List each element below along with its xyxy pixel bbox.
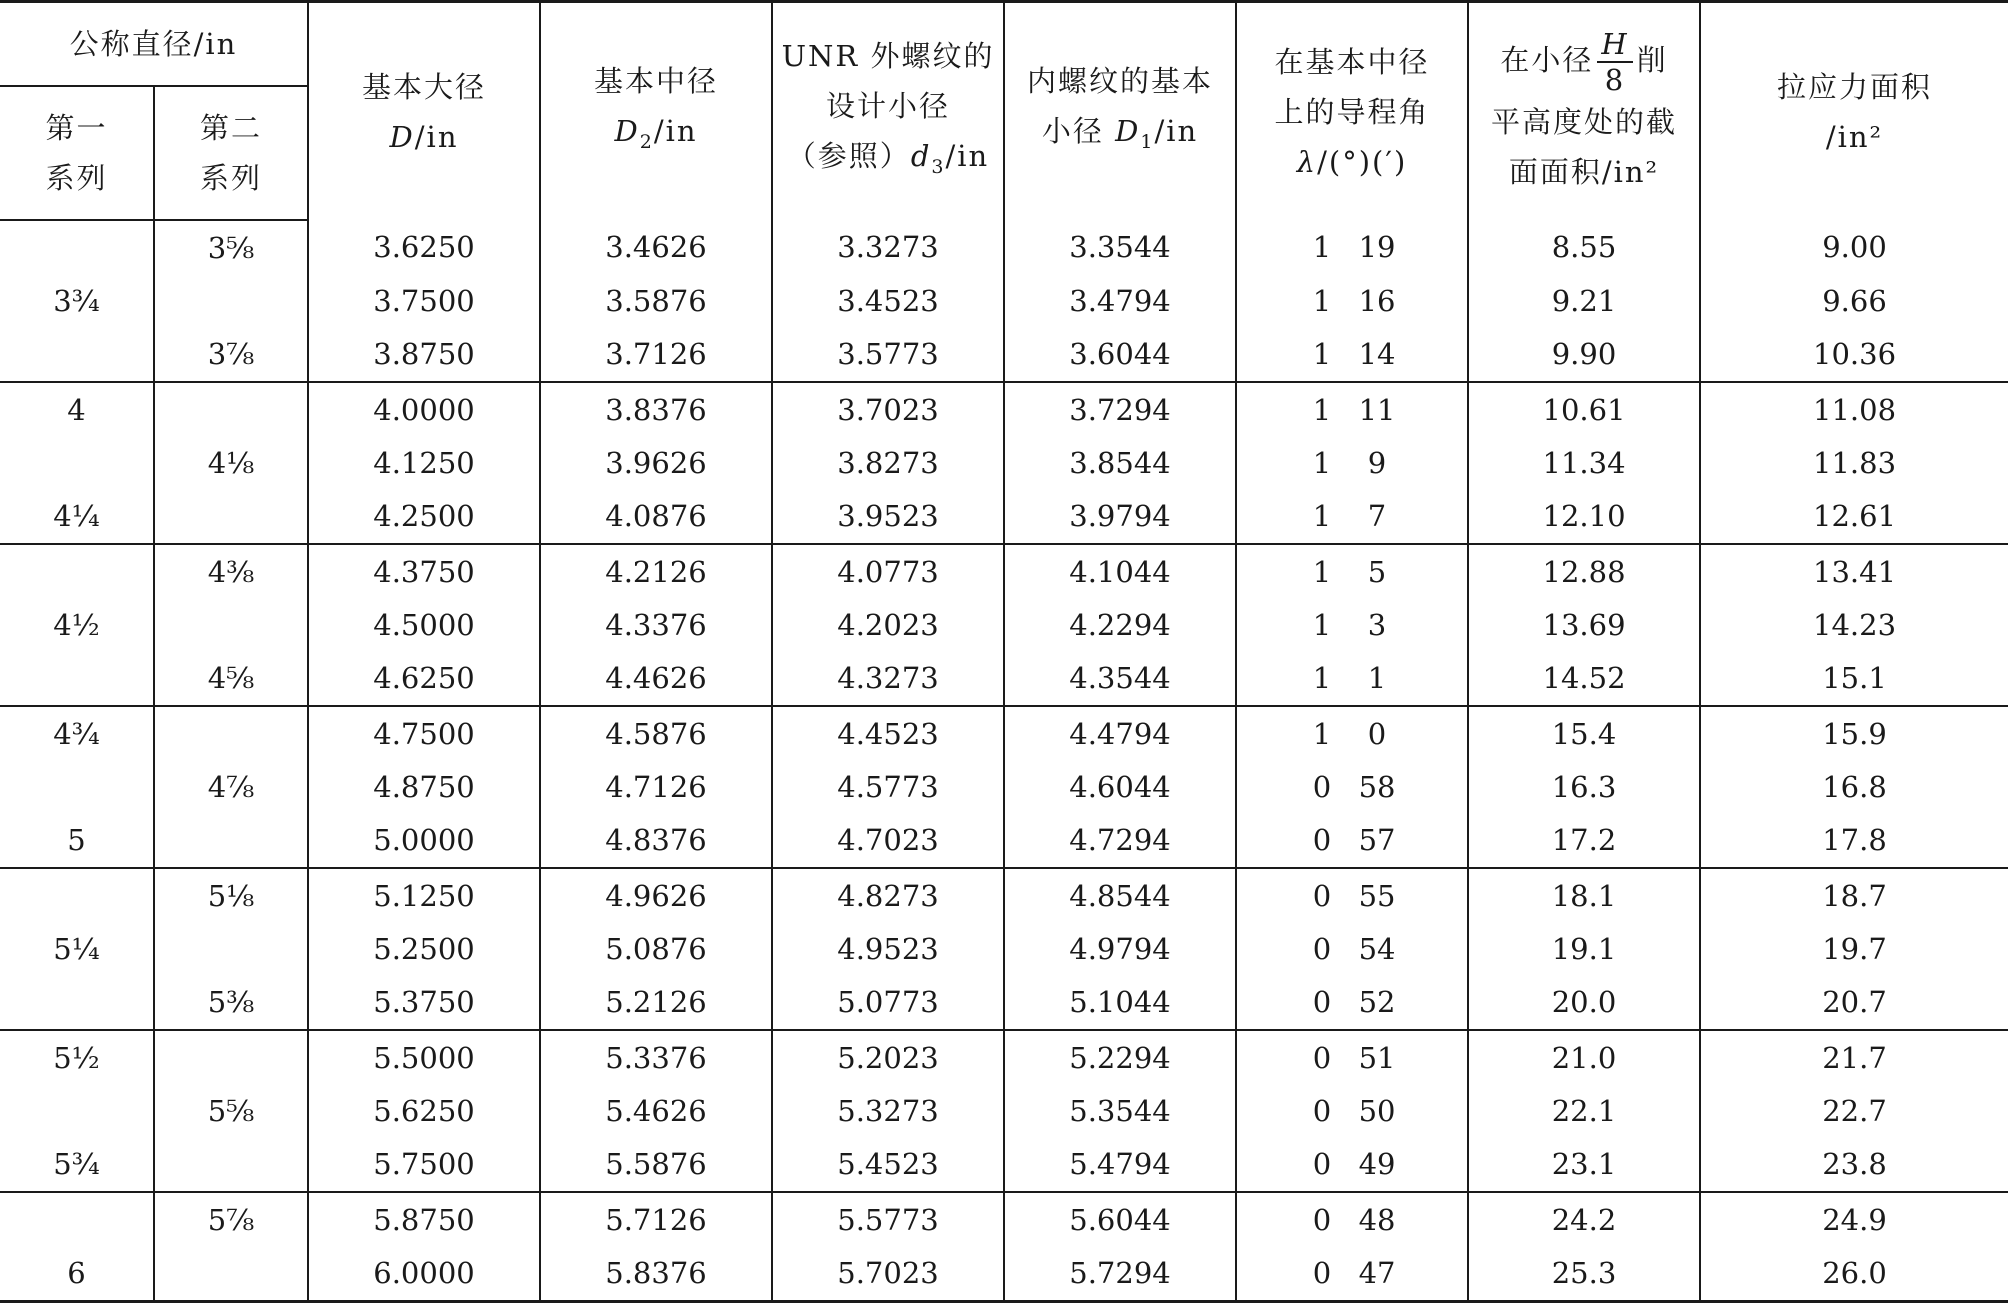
cell-ten: 15.1 xyxy=(1700,652,2008,706)
header-minor-int-line2: 小径 $D_1/in$ xyxy=(1041,114,1199,153)
lead-minutes: 51 xyxy=(1358,1040,1396,1075)
cell-D: 4.5000 xyxy=(308,598,540,651)
header-series-1: 第一 系列 xyxy=(0,86,154,220)
cell-lead-angle xyxy=(1236,652,1468,706)
lead-minutes: 7 xyxy=(1367,499,1387,534)
lead-degrees: 1 xyxy=(1312,554,1332,589)
cell-D: 4.0000 xyxy=(308,382,540,436)
header-pitch-line2: $D_2/in$ xyxy=(614,114,698,153)
cell-ten: 12.61 xyxy=(1700,490,2008,544)
cell-s1 xyxy=(0,652,154,706)
cell-s1: 4½ xyxy=(53,608,100,643)
cell-D1: 5.4794 xyxy=(1004,1138,1236,1192)
cell-D1: 4.6044 xyxy=(1004,760,1236,813)
cell-s2: 4⅝ xyxy=(154,652,308,706)
cell-s1 xyxy=(0,1192,154,1246)
header-major-diameter xyxy=(308,2,540,221)
cell-D: 3.6250 xyxy=(308,220,540,274)
cell-sec: 8.55 xyxy=(1468,220,1700,274)
cell-ten: 17.8 xyxy=(1700,814,2008,868)
header-minor-int-line1: 内螺纹的基本 xyxy=(1027,64,1214,99)
cell-lead-angle xyxy=(1236,436,1468,489)
cell-s2 xyxy=(154,922,308,975)
cell-s1: 5½ xyxy=(53,1040,100,1075)
cell-lead-angle xyxy=(1236,706,1468,760)
cell-D1: 4.2294 xyxy=(1004,598,1236,651)
cell-D1: 3.4794 xyxy=(1004,274,1236,327)
cell-D2: 3.5876 xyxy=(540,274,772,327)
cell-d3: 3.9523 xyxy=(772,490,1004,544)
lead-minutes: 14 xyxy=(1358,337,1396,372)
cell-D: 4.1250 xyxy=(308,436,540,489)
cell-lead-angle xyxy=(1236,922,1468,975)
cell-sec: 19.1 xyxy=(1468,922,1700,975)
lead-minutes: 16 xyxy=(1358,284,1396,318)
cell-s2: 4⅛ xyxy=(154,436,308,489)
cell-sec: 11.34 xyxy=(1468,436,1700,489)
cell-sec: 25.3 xyxy=(1468,1246,1700,1301)
header-nominal-diameter xyxy=(0,2,308,87)
cell-D: 4.6250 xyxy=(308,652,540,706)
cell-s2: 3⅝ xyxy=(154,220,308,274)
cell-s2 xyxy=(154,1138,308,1192)
lead-minutes: 54 xyxy=(1358,932,1396,967)
cell-D2: 4.2126 xyxy=(540,544,772,598)
header-tensile-line1: 拉应力面积 xyxy=(1777,69,1933,104)
cell-s2: 4⅜ xyxy=(154,544,308,598)
cell-d3: 4.0773 xyxy=(772,544,1004,598)
cell-ten: 19.7 xyxy=(1700,922,2008,975)
cell-ten: 14.23 xyxy=(1700,598,2008,651)
cell-lead-angle xyxy=(1236,274,1468,327)
table-row xyxy=(0,922,2008,975)
cell-lead-angle xyxy=(1236,1192,1468,1246)
cell-lead-angle xyxy=(1236,760,1468,813)
cell-D2: 3.9626 xyxy=(540,436,772,489)
lead-degrees: 1 xyxy=(1312,446,1332,481)
cell-s2: 5⅜ xyxy=(154,976,308,1030)
lead-degrees: 1 xyxy=(1312,716,1332,751)
lead-degrees: 1 xyxy=(1312,230,1332,265)
header-nominal-text: 公称直径/in xyxy=(69,27,238,61)
header-minor-external xyxy=(772,2,1004,221)
cell-D1: 3.8544 xyxy=(1004,436,1236,489)
header-minor-internal xyxy=(1004,2,1236,221)
cell-sec: 12.10 xyxy=(1468,490,1700,544)
cell-s2 xyxy=(154,706,308,760)
cell-s2: 3⅞ xyxy=(154,328,308,382)
cell-lead-angle xyxy=(1236,328,1468,382)
cell-d3: 5.4523 xyxy=(772,1138,1004,1192)
cell-D2: 5.7126 xyxy=(540,1192,772,1246)
cell-lead-angle xyxy=(1236,490,1468,544)
cell-D: 5.7500 xyxy=(308,1138,540,1192)
cell-sec: 9.90 xyxy=(1468,328,1700,382)
cell-d3: 5.3273 xyxy=(772,1084,1004,1137)
header-lead-angle xyxy=(1236,2,1468,221)
cell-D: 5.1250 xyxy=(308,868,540,922)
lead-minutes: 5 xyxy=(1367,554,1387,589)
cell-lead-angle xyxy=(1236,976,1468,1030)
table-row xyxy=(0,1084,2008,1137)
lead-degrees: 0 xyxy=(1312,878,1332,913)
cell-d3: 5.2023 xyxy=(772,1030,1004,1084)
cell-D1: 5.3544 xyxy=(1004,1084,1236,1137)
cell-ten: 10.36 xyxy=(1700,328,2008,382)
lead-minutes: 47 xyxy=(1358,1256,1396,1291)
cell-s1 xyxy=(0,1084,154,1137)
cell-ten: 9.66 xyxy=(1700,274,2008,327)
cell-d3: 3.7023 xyxy=(772,382,1004,436)
lead-minutes: 11 xyxy=(1358,392,1396,427)
lead-degrees: 1 xyxy=(1312,608,1332,643)
header-major-line1: 基本大径 xyxy=(362,69,487,104)
lead-degrees: 1 xyxy=(1312,499,1332,534)
lead-degrees: 0 xyxy=(1312,1202,1332,1237)
cell-d3: 3.3273 xyxy=(772,220,1004,274)
cell-s1 xyxy=(0,220,154,274)
cell-D: 5.6250 xyxy=(308,1084,540,1137)
cell-D2: 3.8376 xyxy=(540,382,772,436)
cell-ten: 16.8 xyxy=(1700,760,2008,813)
cell-sec: 20.0 xyxy=(1468,976,1700,1030)
header-lead-line2: 上的导程角 xyxy=(1274,94,1430,129)
cell-D1: 4.8544 xyxy=(1004,868,1236,922)
cell-D: 3.8750 xyxy=(308,328,540,382)
cell-lead-angle xyxy=(1236,868,1468,922)
lead-degrees: 1 xyxy=(1312,392,1332,427)
cell-s1 xyxy=(0,760,154,813)
cell-sec: 13.69 xyxy=(1468,598,1700,651)
lead-degrees: 0 xyxy=(1312,1094,1332,1129)
table-row xyxy=(0,706,2008,760)
cell-D: 5.3750 xyxy=(308,976,540,1030)
cell-d3: 4.8273 xyxy=(772,868,1004,922)
cell-D: 4.3750 xyxy=(308,544,540,598)
header-tensile-line2: /in² xyxy=(1825,119,1884,154)
cell-D: 5.8750 xyxy=(308,1192,540,1246)
cell-D1: 4.3544 xyxy=(1004,652,1236,706)
table-row xyxy=(0,490,2008,544)
cell-s2 xyxy=(154,598,308,651)
cell-ten: 11.08 xyxy=(1700,382,2008,436)
cell-s2 xyxy=(154,274,308,327)
cell-D2: 4.0876 xyxy=(540,490,772,544)
cell-D1: 3.6044 xyxy=(1004,328,1236,382)
lead-minutes: 49 xyxy=(1358,1147,1396,1182)
cell-ten: 22.7 xyxy=(1700,1084,2008,1137)
header-series-2: 第二 系列 xyxy=(154,86,308,220)
cell-s2 xyxy=(154,1246,308,1301)
table-header xyxy=(0,2,2008,221)
cell-D2: 4.8376 xyxy=(540,814,772,868)
cell-lead-angle xyxy=(1236,220,1468,274)
cell-D: 5.2500 xyxy=(308,922,540,975)
lead-degrees: 0 xyxy=(1312,1040,1332,1075)
cell-D2: 4.4626 xyxy=(540,652,772,706)
cell-ten: 26.0 xyxy=(1700,1246,2008,1301)
cell-D2: 4.3376 xyxy=(540,598,772,651)
header-pitch-diameter xyxy=(540,2,772,221)
cell-D2: 5.8376 xyxy=(540,1246,772,1301)
cell-D1: 5.6044 xyxy=(1004,1192,1236,1246)
cell-s1: 4 xyxy=(67,392,86,427)
table-row xyxy=(0,652,2008,706)
cell-D1: 4.4794 xyxy=(1004,706,1236,760)
cell-D: 5.5000 xyxy=(308,1030,540,1084)
cell-s1 xyxy=(0,436,154,489)
header-major-line2: D/in xyxy=(389,119,459,154)
cell-sec: 18.1 xyxy=(1468,868,1700,922)
cell-D2: 4.5876 xyxy=(540,706,772,760)
cell-d3: 4.2023 xyxy=(772,598,1004,651)
table-row xyxy=(0,436,2008,489)
cell-lead-angle xyxy=(1236,1246,1468,1301)
cell-D2: 3.4626 xyxy=(540,220,772,274)
cell-lead-angle xyxy=(1236,1084,1468,1137)
lead-minutes: 3 xyxy=(1367,608,1387,643)
header-tensile-area xyxy=(1700,2,2008,221)
cell-s1: 5¼ xyxy=(53,932,100,967)
lead-minutes: 58 xyxy=(1358,770,1396,805)
lead-degrees: 0 xyxy=(1312,985,1332,1020)
cell-s2: 4⅞ xyxy=(154,760,308,813)
cell-d3: 4.7023 xyxy=(772,814,1004,868)
lead-degrees: 0 xyxy=(1312,823,1332,858)
lead-degrees: 1 xyxy=(1312,284,1332,318)
header-section-line2: 平高度处的截 xyxy=(1491,104,1678,139)
lead-minutes: 48 xyxy=(1358,1202,1396,1237)
cell-s2: 5⅛ xyxy=(154,868,308,922)
table-row xyxy=(0,382,2008,436)
header-minor-ext-line3: （参照）$d_3/in$ xyxy=(786,139,990,178)
cell-ten: 21.7 xyxy=(1700,1030,2008,1084)
header-section-line3: 面面积/in² xyxy=(1508,154,1660,189)
cell-D1: 5.1044 xyxy=(1004,976,1236,1030)
table-row xyxy=(0,814,2008,868)
lead-degrees: 0 xyxy=(1312,932,1332,967)
cell-s1 xyxy=(0,976,154,1030)
cell-s1: 3¾ xyxy=(53,284,100,318)
cell-D1: 4.1044 xyxy=(1004,544,1236,598)
cell-sec: 23.1 xyxy=(1468,1138,1700,1192)
cell-lead-angle xyxy=(1236,598,1468,651)
cell-d3: 4.9523 xyxy=(772,922,1004,975)
cell-s2: 5⅞ xyxy=(154,1192,308,1246)
table-body xyxy=(0,220,2008,1302)
table-row xyxy=(0,328,2008,382)
cell-D: 6.0000 xyxy=(308,1246,540,1301)
lead-minutes: 50 xyxy=(1358,1094,1396,1129)
lead-minutes: 55 xyxy=(1358,878,1396,913)
cell-D1: 3.3544 xyxy=(1004,220,1236,274)
lead-minutes: 1 xyxy=(1367,661,1387,696)
cell-ten: 18.7 xyxy=(1700,868,2008,922)
lead-minutes: 52 xyxy=(1358,985,1396,1020)
cell-D: 4.8750 xyxy=(308,760,540,813)
cell-lead-angle xyxy=(1236,1138,1468,1192)
cell-s1 xyxy=(0,544,154,598)
lead-minutes: 57 xyxy=(1358,823,1396,858)
cell-D1: 4.7294 xyxy=(1004,814,1236,868)
cell-ten: 11.83 xyxy=(1700,436,2008,489)
cell-D2: 4.9626 xyxy=(540,868,772,922)
cell-d3: 5.7023 xyxy=(772,1246,1004,1301)
table-row xyxy=(0,544,2008,598)
cell-sec: 9.21 xyxy=(1468,274,1700,327)
cell-d3: 3.5773 xyxy=(772,328,1004,382)
cell-D1: 3.9794 xyxy=(1004,490,1236,544)
cell-D2: 5.4626 xyxy=(540,1084,772,1137)
cell-D: 5.0000 xyxy=(308,814,540,868)
cell-sec: 21.0 xyxy=(1468,1030,1700,1084)
table-row xyxy=(0,1030,2008,1084)
cell-D1: 3.7294 xyxy=(1004,382,1236,436)
cell-D1: 4.9794 xyxy=(1004,922,1236,975)
cell-ten: 9.00 xyxy=(1700,220,2008,274)
cell-ten: 23.8 xyxy=(1700,1138,2008,1192)
cell-D: 4.7500 xyxy=(308,706,540,760)
cell-d3: 3.8273 xyxy=(772,436,1004,489)
cell-s2 xyxy=(154,382,308,436)
header-section-area xyxy=(1468,2,1700,221)
cell-s1 xyxy=(0,328,154,382)
cell-ten: 13.41 xyxy=(1700,544,2008,598)
lead-degrees: 0 xyxy=(1312,1256,1332,1291)
cell-d3: 4.3273 xyxy=(772,652,1004,706)
lead-degrees: 1 xyxy=(1312,337,1332,372)
cell-s1: 5¾ xyxy=(0,1138,154,1192)
table-row xyxy=(0,598,2008,651)
header-section-line1: 在小径 $\frac{H}{8}$ 削 xyxy=(1500,26,1668,97)
cell-lead-angle xyxy=(1236,1030,1468,1084)
cell-d3: 4.5773 xyxy=(772,760,1004,813)
cell-sec: 22.1 xyxy=(1468,1084,1700,1137)
table-row xyxy=(0,274,2008,327)
header-pitch-line1: 基本中径 xyxy=(594,64,719,99)
table-row xyxy=(0,1246,2008,1301)
cell-D2: 4.7126 xyxy=(540,760,772,813)
cell-s2 xyxy=(154,1030,308,1084)
cell-D2: 3.7126 xyxy=(540,328,772,382)
cell-D1: 5.7294 xyxy=(1004,1246,1236,1301)
table-row xyxy=(0,1138,2008,1192)
cell-sec: 24.2 xyxy=(1468,1192,1700,1246)
lead-degrees: 1 xyxy=(1312,661,1332,696)
cell-s2 xyxy=(154,814,308,868)
cell-d3: 5.0773 xyxy=(772,976,1004,1030)
cell-s1: 4¾ xyxy=(53,716,100,751)
cell-lead-angle xyxy=(1236,814,1468,868)
cell-D2: 5.0876 xyxy=(540,922,772,975)
cell-sec: 10.61 xyxy=(1468,382,1700,436)
header-minor-ext-line1: UNR 外螺纹的 xyxy=(781,39,995,74)
table-row xyxy=(0,1192,2008,1246)
cell-sec: 16.3 xyxy=(1468,760,1700,813)
cell-D: 4.2500 xyxy=(308,490,540,544)
cell-s1: 5 xyxy=(0,814,154,868)
cell-sec: 12.88 xyxy=(1468,544,1700,598)
table-row xyxy=(0,220,2008,274)
lead-minutes: 9 xyxy=(1367,446,1387,481)
cell-s1: 6 xyxy=(0,1246,154,1301)
cell-sec: 17.2 xyxy=(1468,814,1700,868)
lead-degrees: 0 xyxy=(1312,770,1332,805)
cell-s2: 5⅝ xyxy=(154,1084,308,1137)
lead-minutes: 0 xyxy=(1367,716,1387,751)
cell-lead-angle xyxy=(1236,382,1468,436)
table-row xyxy=(0,868,2008,922)
lead-degrees: 0 xyxy=(1312,1147,1332,1182)
cell-sec: 15.4 xyxy=(1468,706,1700,760)
table-row xyxy=(0,976,2008,1030)
header-lead-line3: λ/(°)(′) xyxy=(1296,144,1408,179)
lead-minutes: 19 xyxy=(1358,230,1396,265)
header-lead-line1: 在基本中径 xyxy=(1274,44,1430,79)
header-minor-ext-line2: 设计小径 xyxy=(826,89,951,124)
cell-s1: 4¼ xyxy=(0,490,154,544)
cell-ten: 20.7 xyxy=(1700,976,2008,1030)
cell-D1: 5.2294 xyxy=(1004,1030,1236,1084)
cell-D2: 5.5876 xyxy=(540,1138,772,1192)
h-over-8-fraction: $\frac{H}{8}$ xyxy=(1597,27,1632,97)
cell-d3: 5.5773 xyxy=(772,1192,1004,1246)
table-row xyxy=(0,760,2008,813)
cell-ten: 24.9 xyxy=(1700,1192,2008,1246)
cell-d3: 3.4523 xyxy=(772,274,1004,327)
cell-s2 xyxy=(154,490,308,544)
cell-d3: 4.4523 xyxy=(772,706,1004,760)
cell-D: 3.7500 xyxy=(308,274,540,327)
cell-lead-angle xyxy=(1236,544,1468,598)
cell-ten: 15.9 xyxy=(1700,706,2008,760)
cell-sec: 14.52 xyxy=(1468,652,1700,706)
header-row-1 xyxy=(0,2,2008,87)
cell-D2: 5.3376 xyxy=(540,1030,772,1084)
cell-D2: 5.2126 xyxy=(540,976,772,1030)
cell-s1 xyxy=(0,868,154,922)
